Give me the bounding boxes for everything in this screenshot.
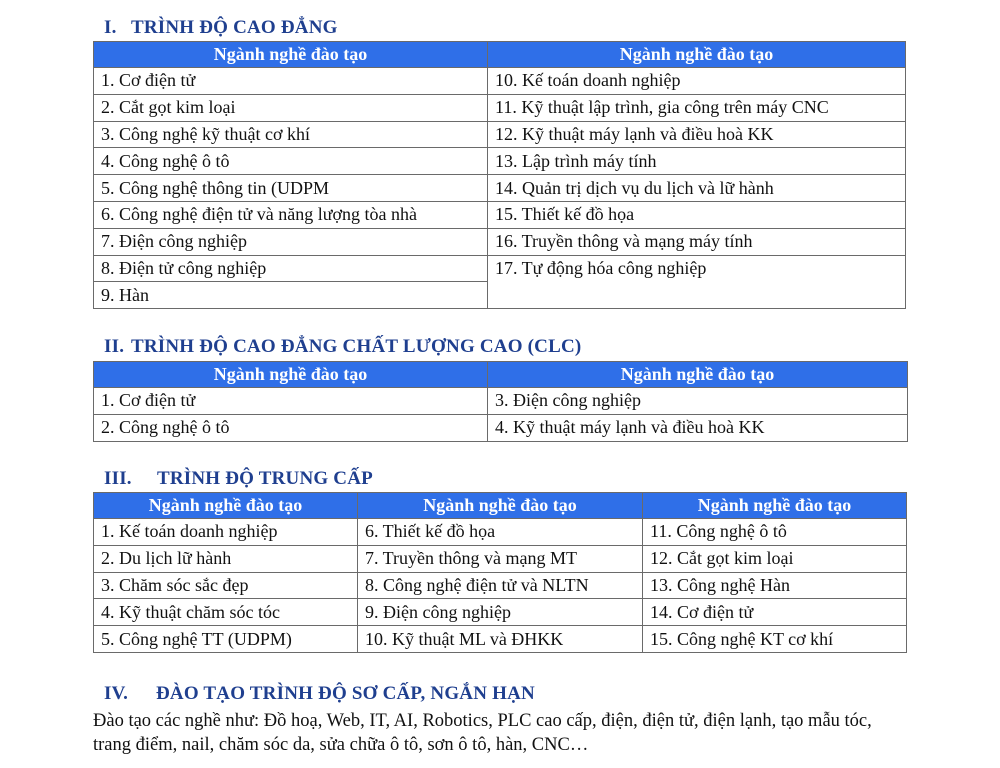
table-cell: 11. Kỹ thuật lập trình, gia công trên máy CNC [488, 94, 906, 121]
section-3-table [93, 492, 907, 653]
table-cell: 3. Điện công nghiệp [488, 388, 908, 415]
table-cell: 10. Kỹ thuật ML và ĐHKK [358, 626, 643, 653]
table-row [94, 282, 906, 309]
table-row [94, 201, 906, 228]
section-1-heading [104, 17, 338, 39]
table-row [94, 545, 907, 572]
table-row [94, 255, 906, 282]
table-header-row [94, 493, 907, 519]
table-cell: 14. Quản trị dịch vụ du lịch và lữ hành [488, 175, 906, 202]
table-cell: 4. Kỹ thuật máy lạnh và điều hoà KK [488, 414, 908, 441]
table-cell: 1. Cơ điện tử [94, 388, 488, 415]
table-row [94, 626, 907, 653]
table-cell: 15. Công nghệ KT cơ khí [643, 626, 907, 653]
table-row [94, 68, 906, 95]
table-row [94, 121, 906, 148]
table-cell: 17. Tự động hóa công nghiệp [488, 255, 906, 282]
table-header-row [94, 42, 906, 68]
table-row [94, 414, 908, 441]
section-2-title: TRÌNH ĐỘ CAO ĐẲNG CHẤT LƯỢNG CAO (CLC) [131, 336, 582, 357]
table-cell: 11. Công nghệ ô tô [643, 519, 907, 546]
table-cell: 12. Cắt gọt kim loại [643, 545, 907, 572]
table-cell: 14. Cơ điện tử [643, 599, 907, 626]
section-3-heading [104, 468, 373, 490]
table-cell: 13. Lập trình máy tính [488, 148, 906, 175]
table-cell: 2. Du lịch lữ hành [94, 545, 358, 572]
table-cell: 8. Công nghệ điện tử và NLTN [358, 572, 643, 599]
table-row [94, 228, 906, 255]
section-1-number: I. [104, 17, 117, 38]
table-cell: 16. Truyền thông và mạng máy tính [488, 228, 906, 255]
table-cell: 7. Điện công nghiệp [94, 228, 488, 255]
section-4-text: Đào tạo các nghề như: Đồ hoạ, Web, IT, AI, Robotics, PLC cao cấp, điện, điện tử, điện lạnh, tạo mẫu tóc, trang điểm, nail, chăm sóc da, sửa chữa ô tô, sơn ô tô, hàn, CNC… [93, 711, 872, 755]
table-row [94, 388, 908, 415]
table-cell: 1. Kế toán doanh nghiệp [94, 519, 358, 546]
column-header: Ngành nghề đào tạo [488, 362, 908, 388]
table-cell: 13. Công nghệ Hàn [643, 572, 907, 599]
column-header: Ngành nghề đào tạo [488, 42, 906, 68]
table-cell: 3. Chăm sóc sắc đẹp [94, 572, 358, 599]
column-header: Ngành nghề đào tạo [358, 493, 643, 519]
table-cell: 2. Công nghệ ô tô [94, 414, 488, 441]
section-1-table [93, 41, 906, 309]
table-row [94, 175, 906, 202]
section-2-table [93, 361, 908, 442]
column-header: Ngành nghề đào tạo [94, 493, 358, 519]
table-row [94, 519, 907, 546]
table-cell: 10. Kế toán doanh nghiệp [488, 68, 906, 95]
section-4-title: ĐÀO TẠO TRÌNH ĐỘ SƠ CẤP, NGẮN HẠN [156, 683, 535, 704]
table-cell: 6. Công nghệ điện tử và năng lượng tòa nhà [94, 201, 488, 228]
column-header: Ngành nghề đào tạo [643, 493, 907, 519]
table-row [94, 94, 906, 121]
section-2-heading [104, 336, 581, 358]
table-cell: 4. Kỹ thuật chăm sóc tóc [94, 599, 358, 626]
table-row [94, 599, 907, 626]
table-cell: 1. Cơ điện tử [94, 68, 488, 95]
table-row [94, 572, 907, 599]
table-cell-empty [488, 282, 906, 309]
column-header: Ngành nghề đào tạo [94, 42, 488, 68]
table-cell: 6. Thiết kế đồ họa [358, 519, 643, 546]
table-cell: 15. Thiết kế đồ họa [488, 201, 906, 228]
table-cell: 8. Điện tử công nghiệp [94, 255, 488, 282]
section-4-number: IV. [104, 683, 129, 704]
table-cell: 12. Kỹ thuật máy lạnh và điều hoà KK [488, 121, 906, 148]
table-cell: 4. Công nghệ ô tô [94, 148, 488, 175]
table-row [94, 148, 906, 175]
table-cell: 3. Công nghệ kỹ thuật cơ khí [94, 121, 488, 148]
table-cell: 7. Truyền thông và mạng MT [358, 545, 643, 572]
section-1-title: TRÌNH ĐỘ CAO ĐẲNG [131, 17, 338, 38]
section-3-title: TRÌNH ĐỘ TRUNG CẤP [157, 468, 373, 489]
table-cell: 5. Công nghệ thông tin (UDPM [94, 175, 488, 202]
section-2-number: II. [104, 336, 125, 357]
column-header: Ngành nghề đào tạo [94, 362, 488, 388]
table-cell: 5. Công nghệ TT (UDPM) [94, 626, 358, 653]
table-cell: 9. Điện công nghiệp [358, 599, 643, 626]
table-cell: 2. Cắt gọt kim loại [94, 94, 488, 121]
table-header-row [94, 362, 908, 388]
section-4-heading [104, 683, 535, 705]
section-3-number: III. [104, 468, 132, 489]
table-cell: 9. Hàn [94, 282, 488, 309]
